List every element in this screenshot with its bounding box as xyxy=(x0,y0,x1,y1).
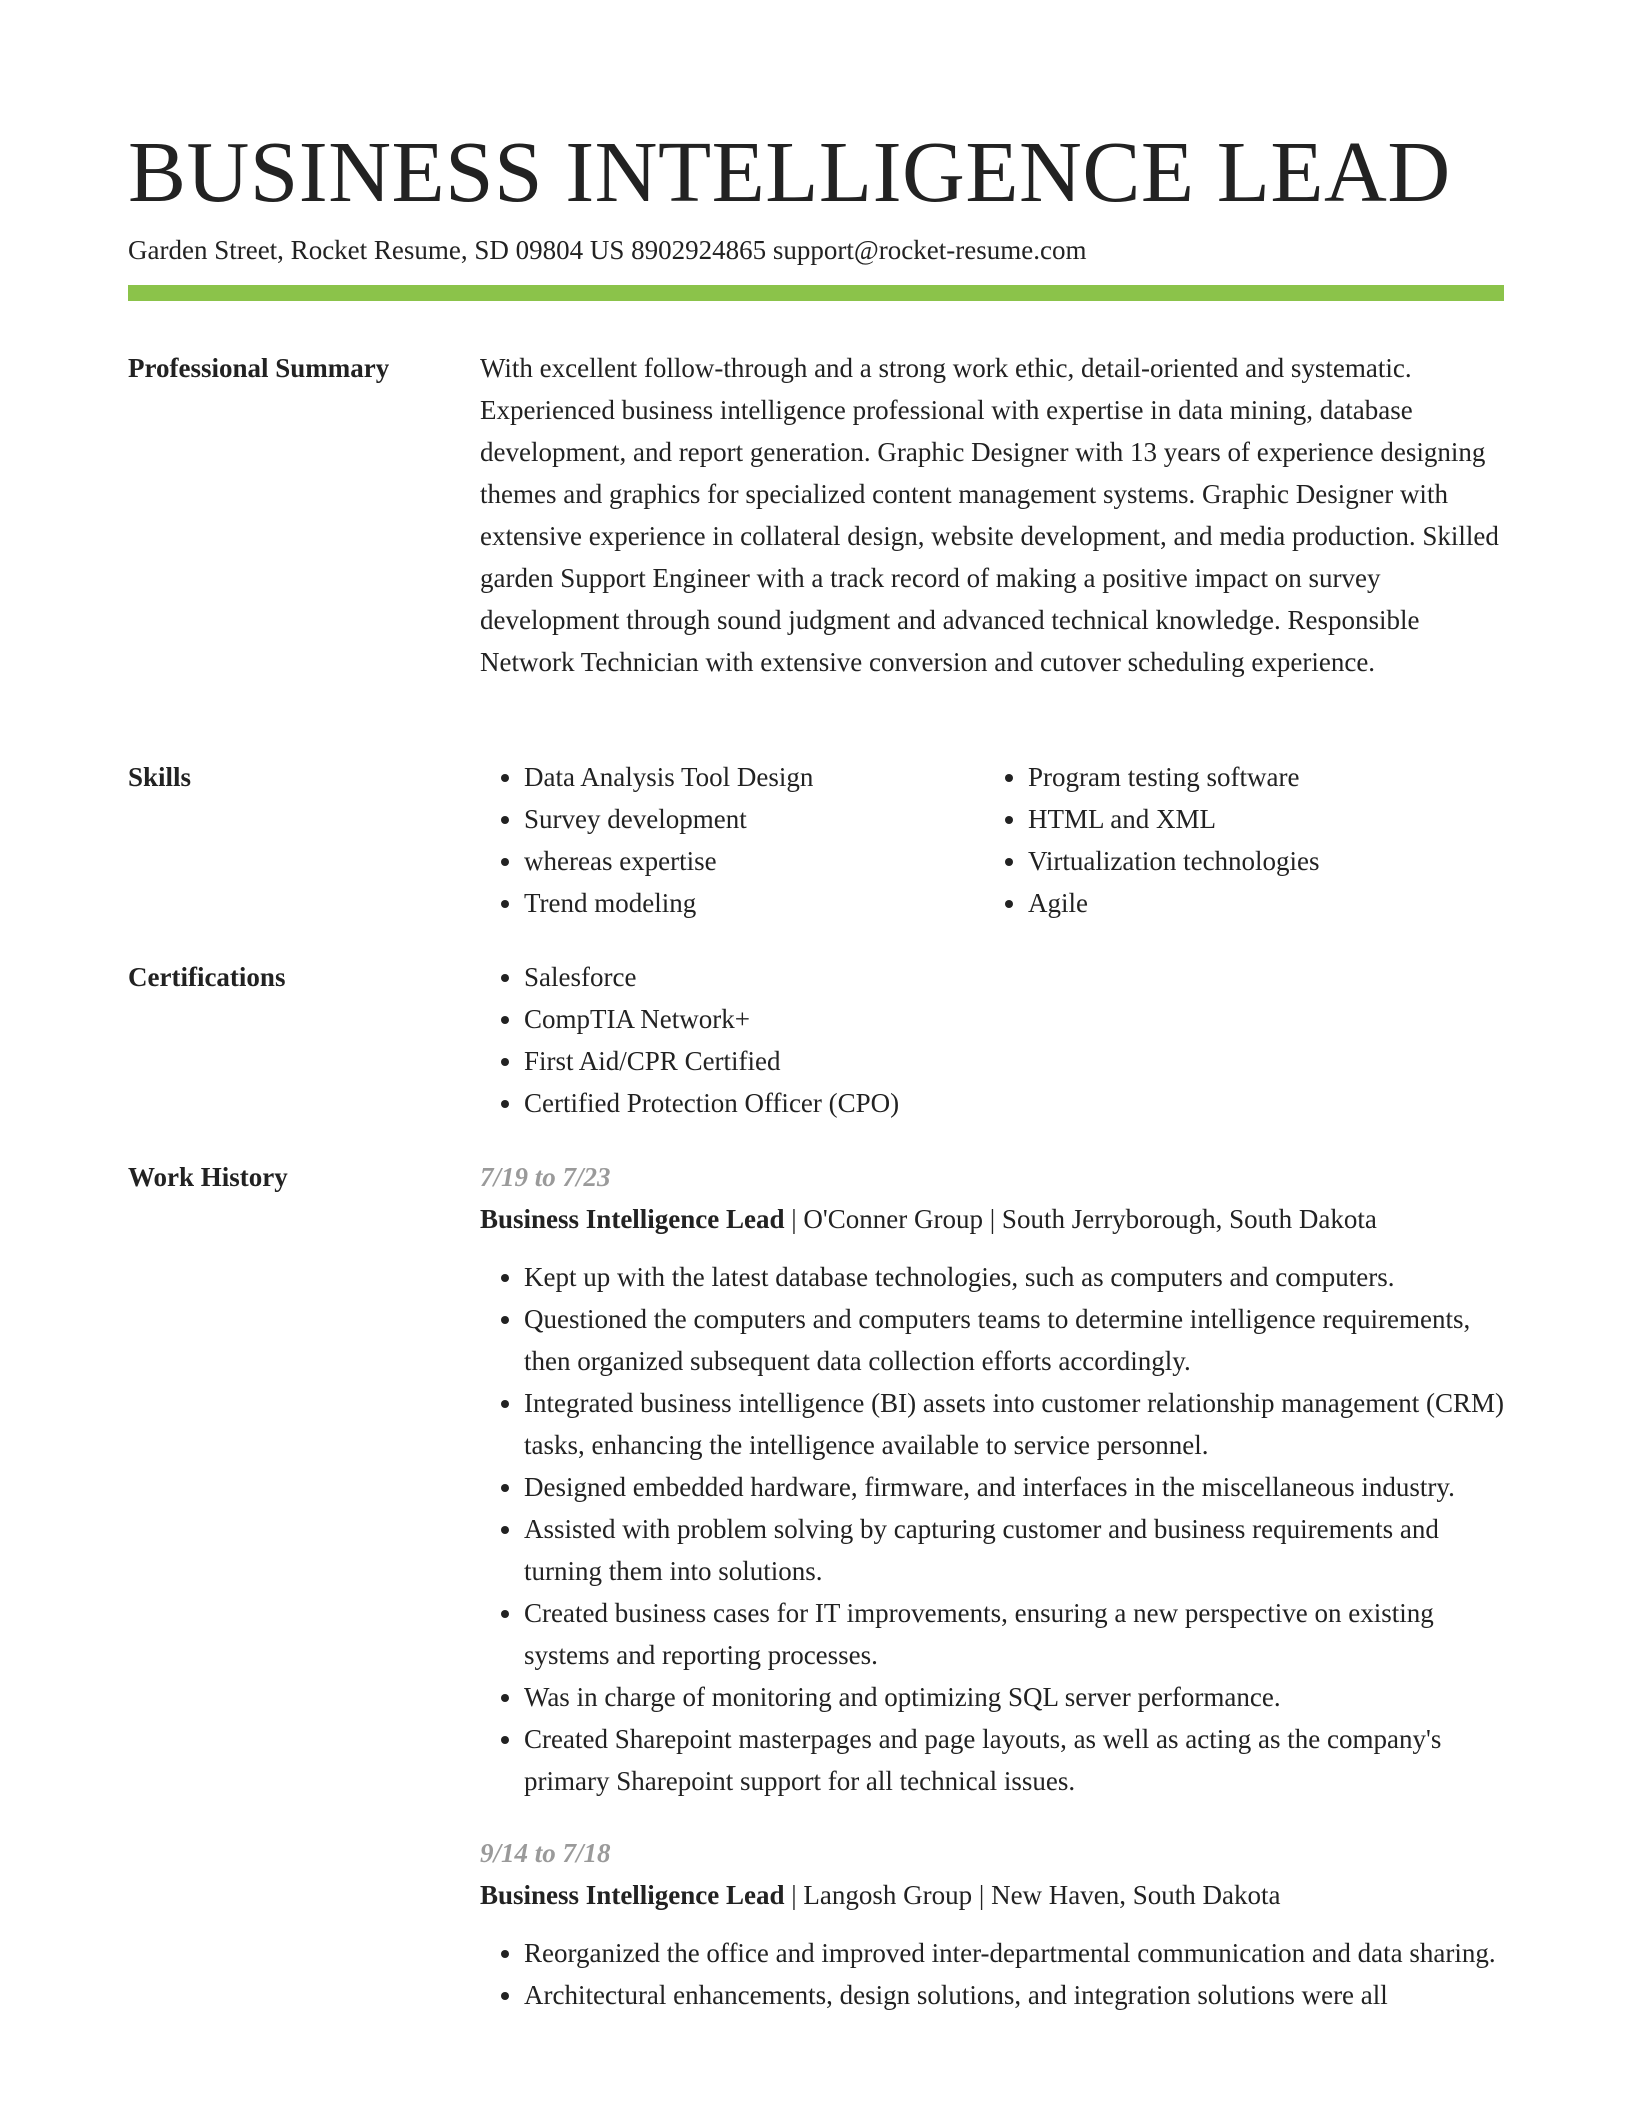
skill-item: • Data Analysis Tool Design xyxy=(524,756,984,798)
page-title: BUSINESS INTELLIGENCE LEAD xyxy=(128,123,1451,220)
job-bullets xyxy=(480,1256,1504,1802)
job-bullet: • Kept up with the latest database technologies, such as computers and computers. xyxy=(524,1256,1504,1298)
work-history-heading: Work History xyxy=(128,1162,288,1192)
job-bullet: • Reorganized the office and improved inter-departmental communication and data sharing. xyxy=(524,1932,1504,1974)
header-divider xyxy=(128,285,1504,301)
job-heading xyxy=(480,1198,1504,1240)
job-bullet: • Integrated business intelligence (BI) assets into customer relationship management (CRM) tasks, enhancing the intelligence available to service personnel. xyxy=(524,1382,1504,1466)
job-entry xyxy=(480,1156,1504,1802)
certification-item: • Salesforce xyxy=(524,956,1504,998)
job-bullet: • Architectural enhancements, design solutions, and integration solutions were all xyxy=(524,1974,1504,2016)
skills-list-left xyxy=(480,756,984,924)
job-bullets xyxy=(480,1932,1504,2016)
skill-item: • Program testing software xyxy=(1028,756,1488,798)
skills-list-right xyxy=(984,756,1488,924)
job-company-location: | Langosh Group | New Haven, South Dakota xyxy=(784,1880,1281,1910)
skill-item: • Trend modeling xyxy=(524,882,984,924)
job-bullet: • Assisted with problem solving by capturing customer and business requirements and turning them into solutions. xyxy=(524,1508,1504,1592)
skills-heading: Skills xyxy=(128,762,192,792)
job-entry xyxy=(480,1832,1504,2016)
skill-item: • whereas expertise xyxy=(524,840,984,882)
job-bullet: • Was in charge of monitoring and optimizing SQL server performance. xyxy=(524,1676,1504,1718)
job-bullet: • Created Sharepoint masterpages and page layouts, as well as acting as the company's primary Sharepoint support for all technical issues. xyxy=(524,1718,1504,1802)
contact-info: Garden Street, Rocket Resume, SD 09804 US 8902924865 support@rocket-resume.com xyxy=(128,235,1087,265)
certification-item: • Certified Protection Officer (CPO) xyxy=(524,1082,1504,1124)
summary-heading: Professional Summary xyxy=(128,353,390,383)
skill-item: • Agile xyxy=(1028,882,1488,924)
certifications-heading: Certifications xyxy=(128,962,286,992)
job-heading xyxy=(480,1874,1504,1916)
certification-item: • First Aid/CPR Certified xyxy=(524,1040,1504,1082)
skill-item: • Survey development xyxy=(524,798,984,840)
certifications-list xyxy=(480,956,1504,1124)
job-dates: 9/14 to 7/18 xyxy=(480,1838,611,1868)
job-dates: 7/19 to 7/23 xyxy=(480,1162,611,1192)
job-bullet: • Designed embedded hardware, firmware, and interfaces in the miscellaneous industry. xyxy=(524,1466,1504,1508)
summary-text: With excellent follow-through and a strong work ethic, detail-oriented and systematic. Experienced business intelligence professional with expertise in data mining, database development, and report generation. Graphic Designer with 13 years of experience designing themes and graphics for specialized content management systems. Graphic Designer with extensive experience in collateral design, website development, and media production. Skilled garden Support Engineer with a track record of making a positive impact on survey development through sound judgment and advanced technical knowledge. Responsible Network Technician with extensive conversion and cutover scheduling experience. xyxy=(480,353,1499,677)
skill-item: • HTML and XML xyxy=(1028,798,1488,840)
certification-item: • CompTIA Network+ xyxy=(524,998,1504,1040)
job-bullet: • Created business cases for IT improvements, ensuring a new perspective on existing systems and reporting processes. xyxy=(524,1592,1504,1676)
job-title: Business Intelligence Lead xyxy=(480,1880,785,1910)
job-bullet: • Questioned the computers and computers teams to determine intelligence requirements, then organized subsequent data collection efforts accordingly. xyxy=(524,1298,1504,1382)
skill-item: • Virtualization technologies xyxy=(1028,840,1488,882)
job-title: Business Intelligence Lead xyxy=(480,1204,785,1234)
job-company-location: | O'Conner Group | South Jerryborough, South Dakota xyxy=(784,1204,1377,1234)
